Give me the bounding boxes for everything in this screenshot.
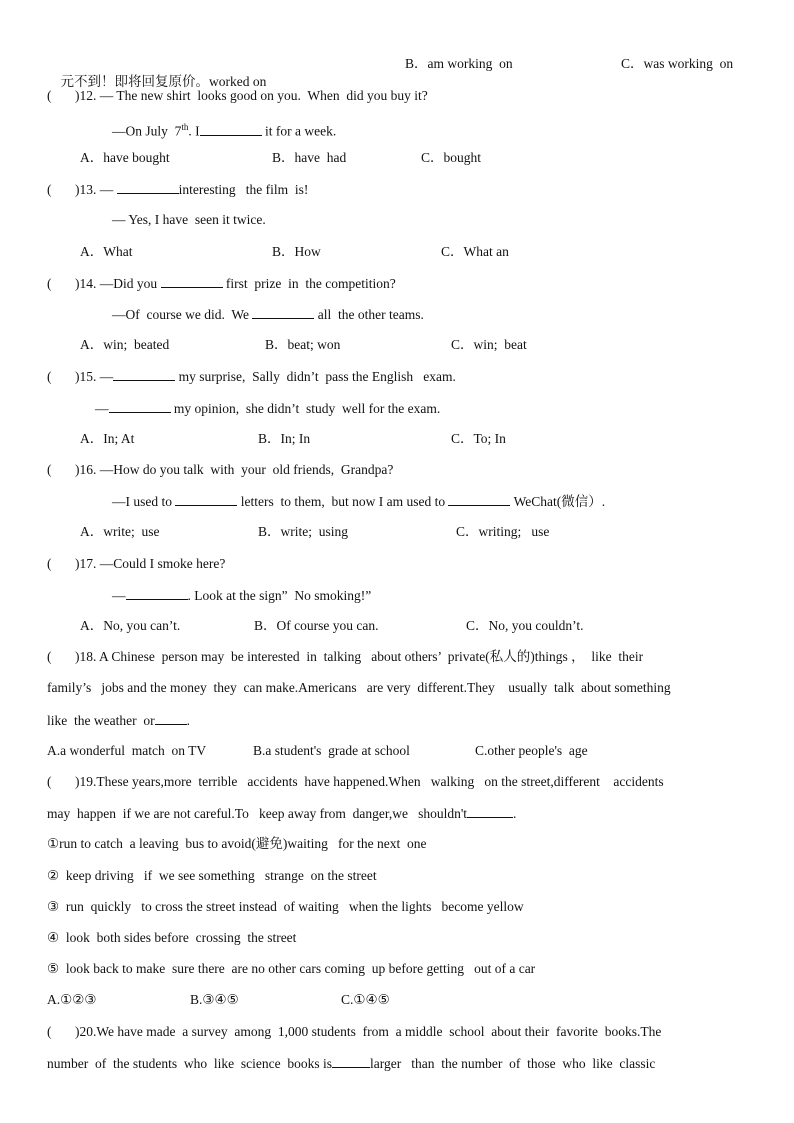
q20-line2 bbox=[47, 1054, 655, 1073]
q17-option-b: B．Of course you can. bbox=[254, 618, 379, 633]
q11-prefix: 元不到！即将回复原价。 bbox=[60, 74, 209, 89]
q12-question-line bbox=[47, 87, 428, 105]
q19-option-b: B.③④⑤ bbox=[190, 992, 239, 1007]
answer-paren: ( bbox=[47, 556, 52, 571]
q11-option-c: C．was working on bbox=[621, 56, 734, 71]
q15-line1-part1: — bbox=[99, 369, 114, 384]
answer-paren: ( bbox=[47, 1024, 52, 1039]
q19-option-c: C.①④⑤ bbox=[341, 992, 390, 1007]
q13-reply-line: — Yes, I have seen it twice. bbox=[112, 212, 266, 227]
q15-question-line bbox=[47, 367, 456, 386]
q16-reply-line bbox=[112, 492, 605, 511]
q20-number: )20. bbox=[75, 1024, 97, 1039]
q14-option-b: B．beat; won bbox=[265, 337, 341, 352]
q16-blank-2[interactable] bbox=[448, 492, 510, 506]
q17-reply-line bbox=[112, 586, 371, 605]
q20-line1: We have made a survey among 1,000 students from a middle school about their favorite books.The bbox=[96, 1024, 662, 1039]
q15-line1-part2: my surprise, Sally didn’t pass the English exam. bbox=[175, 369, 456, 384]
q15-line2-part1: — bbox=[95, 401, 109, 416]
q13-option-a: A．What bbox=[80, 244, 133, 259]
q20-line2-part2: larger than the number of those who like classic bbox=[369, 1056, 656, 1071]
q12-line2-part1: —On July 7 bbox=[112, 123, 182, 139]
answer-paren: ( bbox=[47, 182, 52, 197]
q15-number: )15. bbox=[75, 369, 97, 384]
q18-blank[interactable] bbox=[155, 711, 187, 725]
q19-number: )19. bbox=[75, 774, 97, 789]
q15-blank-1[interactable] bbox=[113, 367, 175, 381]
q17-option-a: A．No, you can’t. bbox=[80, 618, 181, 633]
q14-line2-part2: all the other teams. bbox=[314, 307, 424, 322]
q14-reply-line bbox=[112, 305, 424, 324]
q13-line1-part2: interesting the film is! bbox=[178, 182, 309, 197]
answer-paren: ( bbox=[47, 774, 52, 789]
q16-blank-1[interactable] bbox=[175, 492, 237, 506]
q15-blank-2[interactable] bbox=[109, 399, 171, 413]
q13-blank[interactable] bbox=[117, 180, 179, 194]
q16-line2-part2: letters to them, but now I am used to bbox=[237, 494, 449, 509]
q14-option-a: A．win; beated bbox=[80, 337, 170, 352]
q15-reply-line bbox=[95, 399, 440, 418]
q18-question-line bbox=[47, 648, 643, 666]
q14-blank-2[interactable] bbox=[252, 305, 314, 319]
q19-option-a: A.①②③ bbox=[47, 992, 97, 1007]
q19-line2-part1: may happen if we are not careful.To keep away from danger,we shouldn't bbox=[47, 806, 468, 821]
q11-option-b: B．am working on bbox=[405, 56, 513, 71]
q12-option-b: B．have had bbox=[272, 150, 347, 165]
q18-line3 bbox=[47, 711, 190, 730]
q18-line3-part2: . bbox=[186, 713, 190, 728]
q18-line3-part1: like the weather or bbox=[47, 713, 155, 728]
q12-option-c: C．bought bbox=[421, 150, 482, 165]
q20-question-line bbox=[47, 1023, 661, 1041]
q14-blank-1[interactable] bbox=[161, 274, 223, 288]
q18-line1: A Chinese person may be interested in talking about others’ private(私人的)things ， like their bbox=[96, 649, 644, 664]
q19-item-2: ② keep driving if we see something strange on the street bbox=[47, 868, 377, 883]
q15-option-a: A．In; At bbox=[80, 431, 135, 446]
q16-option-c: C．writing; use bbox=[456, 524, 550, 539]
q19-question-line bbox=[47, 773, 664, 791]
q18-option-b: B.a student's grade at school bbox=[253, 743, 410, 758]
answer-paren: ( bbox=[47, 462, 52, 477]
q19-line2-part2: . bbox=[513, 806, 517, 821]
q18-option-c: C.other people's age bbox=[475, 743, 588, 758]
q12-number: )12. bbox=[75, 88, 97, 103]
q11-option-a: worked on bbox=[209, 74, 267, 89]
q18-option-a: A.a wonderful match on TV bbox=[47, 743, 207, 758]
q16-option-a: A．write; use bbox=[80, 524, 160, 539]
answer-paren: ( bbox=[47, 369, 52, 384]
q15-option-b: B．In; In bbox=[258, 431, 311, 446]
q13-number: )13. bbox=[75, 182, 97, 197]
answer-paren: ( bbox=[47, 649, 52, 664]
q15-line2-part2: my opinion, she didn’t study well for the exam. bbox=[170, 401, 441, 416]
q16-question-line bbox=[47, 461, 393, 479]
q16-line2-part3: WeChat(微信）. bbox=[510, 494, 606, 509]
q12-line1: — The new shirt looks good on you. When did you buy it? bbox=[99, 88, 428, 103]
q13-line1-part1: — bbox=[99, 182, 117, 197]
q12-line2-part3: it for a week. bbox=[261, 123, 337, 139]
q12-option-a: A．have bought bbox=[80, 150, 170, 165]
q12-line2-part2: . I bbox=[188, 123, 200, 139]
q16-option-b: B．write; using bbox=[258, 524, 348, 539]
q12-reply-line bbox=[112, 118, 336, 141]
q14-question-line bbox=[47, 274, 396, 293]
q17-number: )17. bbox=[75, 556, 97, 571]
q16-line1: —How do you talk with your old friends, Grandpa? bbox=[99, 462, 394, 477]
q19-item-5: ⑤ look back to make sure there are no other cars coming up before getting out of a car bbox=[47, 961, 536, 976]
q14-line1-part1: —Did you bbox=[99, 276, 161, 291]
q17-blank[interactable] bbox=[126, 586, 188, 600]
q14-option-c: C．win; beat bbox=[451, 337, 527, 352]
q19-item-4: ④ look both sides before crossing the street bbox=[47, 930, 297, 945]
q19-item-1: ①run to catch a leaving bus to avoid(避免)waiting for the next one bbox=[47, 836, 427, 851]
q19-item-3: ③ run quickly to cross the street instead of waiting when the lights become yellow bbox=[47, 899, 524, 914]
q13-option-b: B．How bbox=[272, 244, 321, 259]
q19-blank[interactable] bbox=[467, 804, 513, 818]
q20-blank[interactable] bbox=[332, 1054, 370, 1068]
q14-line1-part2: first prize in the competition? bbox=[222, 276, 396, 291]
q17-question-line bbox=[47, 555, 225, 573]
q19-line2 bbox=[47, 804, 516, 823]
answer-paren: ( bbox=[47, 276, 52, 291]
q13-question-line bbox=[47, 180, 308, 199]
q15-option-c: C．To; In bbox=[451, 431, 506, 446]
q17-line1: —Could I smoke here? bbox=[99, 556, 226, 571]
q18-line2: family’s jobs and the money they can make.Americans are very different.They usually talk about something bbox=[47, 680, 671, 695]
q20-line2-part1: number of the students who like science books is bbox=[47, 1056, 332, 1071]
q12-line2-superscript: th bbox=[181, 122, 189, 132]
q14-line2-part1: —Of course we did. We bbox=[112, 307, 253, 322]
q12-blank[interactable] bbox=[200, 122, 262, 136]
q17-line2-part2: . Look at the sign” No smoking!” bbox=[187, 588, 372, 603]
q18-number: )18. bbox=[75, 649, 97, 664]
q16-line2-part1: —I used to bbox=[112, 494, 176, 509]
q17-option-c: C．No, you couldn’t. bbox=[466, 618, 584, 633]
q14-number: )14. bbox=[75, 276, 97, 291]
q13-option-c: C．What an bbox=[441, 244, 509, 259]
q19-line1: These years,more terrible accidents have happened.When walking on the street,different accidents bbox=[96, 774, 664, 789]
answer-paren: ( bbox=[47, 88, 52, 103]
q16-number: )16. bbox=[75, 462, 97, 477]
q17-line2-part1: — bbox=[112, 588, 126, 603]
